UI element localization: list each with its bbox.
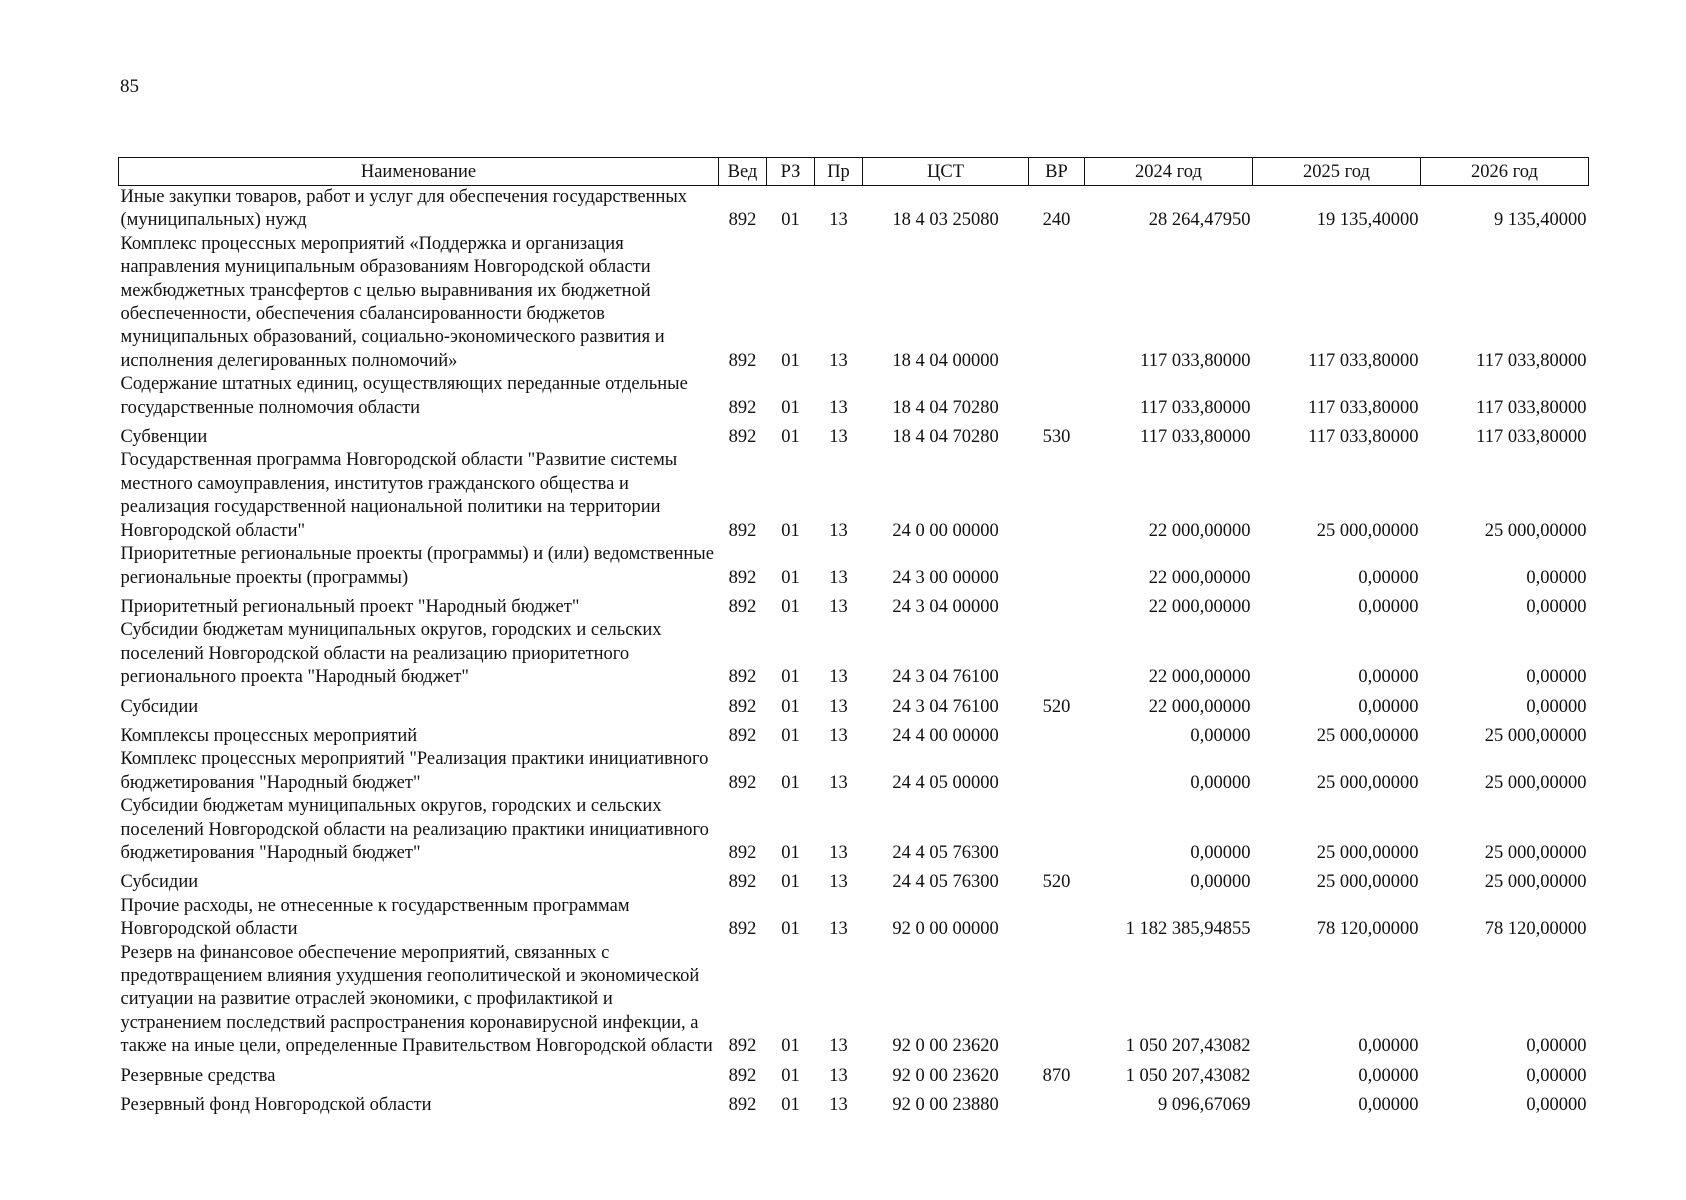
row-vr: 530 (1042, 427, 1071, 448)
header-row (119, 158, 1589, 186)
row-amount-2024: 0,00000 (1190, 872, 1251, 893)
row-vr (1029, 619, 1085, 689)
row-name: Резерв на финансовое обеспечение мероприятий, связанных с предотвращением влияния ухудшения геополитической и экономической ситуации на развитие отраслей экономики, с профилактикой и устранением последствий распространения коронавирусной инфекции, а также на иные цели, определенные Правительством Новгородской области (120, 942, 713, 1057)
row-cst: 24 4 05 76300 (892, 872, 999, 893)
row-name: Комплекс процессных мероприятий «Поддержка и организация направления муниципальным образованиям Новгородской области межбюджетных трансфертов с целью выравнивания их бюджетной обеспеченности, обеспечения сбалансированности бюджетов муниципальных образований, социально-экономического развития и исполнения делегированных полномочий» (120, 233, 665, 371)
row-amount-2025: 117 033,80000 (1308, 427, 1419, 448)
row-name: Комплексы процессных мероприятий (120, 725, 418, 746)
row-amount-2024: 1 050 207,43082 (1125, 1036, 1251, 1057)
row-cst: 18 4 03 25080 (892, 210, 999, 231)
row-pr: 13 (829, 842, 848, 863)
row-ved: 892 (728, 872, 757, 893)
row-vr (1029, 1088, 1085, 1117)
table-row (119, 1059, 1589, 1088)
row-name: Субсидии (120, 696, 199, 717)
row-rz: 01 (781, 210, 800, 231)
table-row (119, 543, 1589, 590)
row-name: Субсидии бюджетам муниципальных округов, городских и сельских поселений Новгородской области на реализацию практики инициативного бюджетирования "Народный бюджет" (120, 796, 709, 863)
row-ved: 892 (728, 397, 757, 418)
row-cst: 92 0 00 23880 (892, 1095, 999, 1116)
row-rz: 01 (781, 520, 800, 541)
row-rz: 01 (781, 919, 800, 940)
row-amount-2025: 117 033,80000 (1308, 350, 1419, 371)
row-name: Резервный фонд Новгородской области (120, 1095, 432, 1116)
row-amount-2024: 22 000,00000 (1148, 567, 1251, 588)
row-amount-2025: 19 135,40000 (1316, 210, 1419, 231)
row-ved: 892 (728, 919, 757, 940)
row-cst: 18 4 04 00000 (892, 350, 999, 371)
row-pr: 13 (829, 1065, 848, 1086)
row-cst: 24 3 04 76100 (892, 667, 999, 688)
row-ved: 892 (728, 1036, 757, 1057)
table-row (119, 373, 1589, 420)
row-ved: 892 (728, 842, 757, 863)
budget-table (118, 157, 1589, 1117)
row-vr (1029, 748, 1085, 795)
header-2026: 2026 год (1421, 158, 1589, 186)
row-amount-2024: 22 000,00000 (1148, 520, 1251, 541)
row-name: Иные закупки товаров, работ и услуг для обеспечения государственных (муниципальных) нужд (120, 187, 688, 231)
row-vr (1029, 449, 1085, 543)
header-ved: Вед (719, 158, 767, 186)
row-name: Субсидии бюджетам муниципальных округов, городских и сельских поселений Новгородской области на реализацию приоритетного регионального проекта "Народный бюджет" (120, 620, 662, 688)
row-vr (1029, 233, 1085, 373)
row-amount-2026: 117 033,80000 (1476, 397, 1587, 418)
row-pr: 13 (829, 596, 848, 617)
row-vr (1029, 543, 1085, 590)
table-row (119, 590, 1589, 619)
row-ved: 892 (728, 427, 757, 448)
row-rz: 01 (781, 872, 800, 893)
table-row (119, 795, 1589, 865)
row-amount-2024: 117 033,80000 (1140, 350, 1251, 371)
row-rz: 01 (781, 596, 800, 617)
table-row (119, 690, 1589, 719)
row-ved: 892 (728, 1095, 757, 1116)
row-amount-2025: 117 033,80000 (1308, 397, 1419, 418)
row-vr (1029, 895, 1085, 942)
row-vr (1029, 373, 1085, 420)
row-amount-2025: 0,00000 (1358, 1036, 1419, 1057)
row-amount-2026: 25 000,00000 (1484, 725, 1587, 746)
row-amount-2025: 78 120,00000 (1316, 919, 1419, 940)
row-amount-2025: 25 000,00000 (1316, 725, 1419, 746)
row-rz: 01 (781, 397, 800, 418)
table-row (119, 619, 1589, 689)
row-amount-2026: 0,00000 (1526, 1095, 1587, 1116)
row-name: Субвенции (120, 427, 208, 448)
row-pr: 13 (829, 667, 848, 688)
row-cst: 18 4 04 70280 (892, 397, 999, 418)
table-row (119, 449, 1589, 543)
row-pr: 13 (829, 350, 848, 371)
row-name: Государственная программа Новгородской области "Развитие системы местного самоуправления, институтов гражданского общества и реализация государственной национальной политики на территории Новгородской области" (120, 450, 678, 541)
row-amount-2026: 0,00000 (1526, 1036, 1587, 1057)
row-amount-2026: 25 000,00000 (1484, 872, 1587, 893)
row-amount-2026: 0,00000 (1526, 696, 1587, 717)
row-amount-2025: 0,00000 (1358, 1065, 1419, 1086)
row-name: Прочие расходы, не отнесенные к государственным программам Новгородской области (120, 895, 630, 940)
row-amount-2024: 117 033,80000 (1140, 427, 1251, 448)
row-amount-2026: 0,00000 (1526, 667, 1587, 688)
row-amount-2025: 0,00000 (1358, 1095, 1419, 1116)
row-amount-2026: 25 000,00000 (1484, 842, 1587, 863)
row-amount-2024: 117 033,80000 (1140, 397, 1251, 418)
row-amount-2025: 25 000,00000 (1316, 772, 1419, 793)
row-amount-2026: 117 033,80000 (1476, 427, 1587, 448)
table-row (119, 186, 1589, 233)
table-row (119, 233, 1589, 373)
row-amount-2025: 0,00000 (1358, 696, 1419, 717)
header-name: Наименование (119, 158, 719, 186)
row-amount-2024: 22 000,00000 (1148, 667, 1251, 688)
row-amount-2025: 25 000,00000 (1316, 872, 1419, 893)
row-vr: 870 (1042, 1065, 1071, 1086)
row-pr: 13 (829, 427, 848, 448)
row-vr (1029, 942, 1085, 1059)
row-cst: 92 0 00 23620 (892, 1036, 999, 1057)
row-pr: 13 (829, 210, 848, 231)
row-ved: 892 (728, 667, 757, 688)
row-pr: 13 (829, 725, 848, 746)
table-row (119, 865, 1589, 894)
row-cst: 24 3 04 00000 (892, 596, 999, 617)
table-row (119, 748, 1589, 795)
page-number: 85 (120, 76, 139, 97)
row-ved: 892 (728, 696, 757, 717)
header-2025: 2025 год (1253, 158, 1421, 186)
row-amount-2024: 1 182 385,94855 (1125, 919, 1251, 940)
row-amount-2025: 25 000,00000 (1316, 842, 1419, 863)
row-pr: 13 (829, 567, 848, 588)
row-pr: 13 (829, 397, 848, 418)
row-amount-2024: 0,00000 (1190, 772, 1251, 793)
row-ved: 892 (728, 725, 757, 746)
row-cst: 24 0 00 00000 (892, 520, 999, 541)
row-pr: 13 (829, 872, 848, 893)
row-cst: 24 3 04 76100 (892, 696, 999, 717)
row-cst: 24 4 05 76300 (892, 842, 999, 863)
row-ved: 892 (728, 350, 757, 371)
row-amount-2024: 1 050 207,43082 (1125, 1065, 1251, 1086)
row-name: Приоритетные региональные проекты (программы) и (или) ведомственные региональные проекты (программы) (120, 544, 714, 588)
row-name: Резервные средства (120, 1065, 276, 1086)
row-amount-2025: 0,00000 (1358, 667, 1419, 688)
row-pr: 13 (829, 919, 848, 940)
row-amount-2025: 0,00000 (1358, 596, 1419, 617)
row-ved: 892 (728, 596, 757, 617)
row-cst: 24 4 00 00000 (892, 725, 999, 746)
row-pr: 13 (829, 1036, 848, 1057)
row-rz: 01 (781, 1065, 800, 1086)
row-vr (1029, 590, 1085, 619)
row-amount-2025: 25 000,00000 (1316, 520, 1419, 541)
row-amount-2026: 117 033,80000 (1476, 350, 1587, 371)
table-row (119, 1088, 1589, 1117)
header-rz: РЗ (767, 158, 815, 186)
row-name: Субсидии (120, 872, 199, 893)
row-amount-2026: 0,00000 (1526, 596, 1587, 617)
row-cst: 92 0 00 23620 (892, 1065, 999, 1086)
row-rz: 01 (781, 772, 800, 793)
row-rz: 01 (781, 667, 800, 688)
row-amount-2024: 28 264,47950 (1148, 210, 1251, 231)
row-vr: 240 (1042, 210, 1071, 231)
table-row (119, 942, 1589, 1059)
row-cst: 24 4 05 00000 (892, 772, 999, 793)
row-ved: 892 (728, 210, 757, 231)
row-ved: 892 (728, 772, 757, 793)
row-amount-2026: 0,00000 (1526, 567, 1587, 588)
row-amount-2024: 22 000,00000 (1148, 596, 1251, 617)
table-row (119, 719, 1589, 748)
row-amount-2026: 78 120,00000 (1484, 919, 1587, 940)
row-cst: 18 4 04 70280 (892, 427, 999, 448)
header-vr: ВР (1029, 158, 1085, 186)
row-amount-2024: 22 000,00000 (1148, 696, 1251, 717)
row-ved: 892 (728, 520, 757, 541)
row-rz: 01 (781, 725, 800, 746)
table-row (119, 420, 1589, 449)
row-amount-2024: 9 096,67069 (1158, 1095, 1251, 1116)
row-name: Комплекс процессных мероприятий "Реализация практики инициативного бюджетирования "Народный бюджет" (120, 749, 709, 793)
row-pr: 13 (829, 696, 848, 717)
row-rz: 01 (781, 567, 800, 588)
row-rz: 01 (781, 427, 800, 448)
row-amount-2024: 0,00000 (1190, 725, 1251, 746)
row-amount-2026: 0,00000 (1526, 1065, 1587, 1086)
row-rz: 01 (781, 696, 800, 717)
row-name: Приоритетный региональный проект "Народный бюджет" (120, 596, 580, 617)
row-rz: 01 (781, 350, 800, 371)
row-vr (1029, 795, 1085, 865)
row-amount-2026: 9 135,40000 (1494, 210, 1587, 231)
header-cst: ЦСТ (863, 158, 1029, 186)
row-cst: 24 3 00 00000 (892, 567, 999, 588)
row-pr: 13 (829, 520, 848, 541)
row-cst: 92 0 00 00000 (892, 919, 999, 940)
row-rz: 01 (781, 1095, 800, 1116)
table-row (119, 895, 1589, 942)
row-amount-2025: 0,00000 (1358, 567, 1419, 588)
header-2024: 2024 год (1085, 158, 1253, 186)
row-vr (1029, 719, 1085, 748)
row-vr: 520 (1042, 872, 1071, 893)
row-ved: 892 (728, 1065, 757, 1086)
row-pr: 13 (829, 772, 848, 793)
row-rz: 01 (781, 1036, 800, 1057)
row-amount-2026: 25 000,00000 (1484, 772, 1587, 793)
row-vr: 520 (1042, 696, 1071, 717)
row-amount-2024: 0,00000 (1190, 842, 1251, 863)
row-pr: 13 (829, 1095, 848, 1116)
row-amount-2026: 25 000,00000 (1484, 520, 1587, 541)
row-rz: 01 (781, 842, 800, 863)
header-pr: Пр (815, 158, 863, 186)
row-name: Содержание штатных единиц, осуществляющих переданные отдельные государственные полномочия области (120, 374, 688, 418)
row-ved: 892 (728, 567, 757, 588)
